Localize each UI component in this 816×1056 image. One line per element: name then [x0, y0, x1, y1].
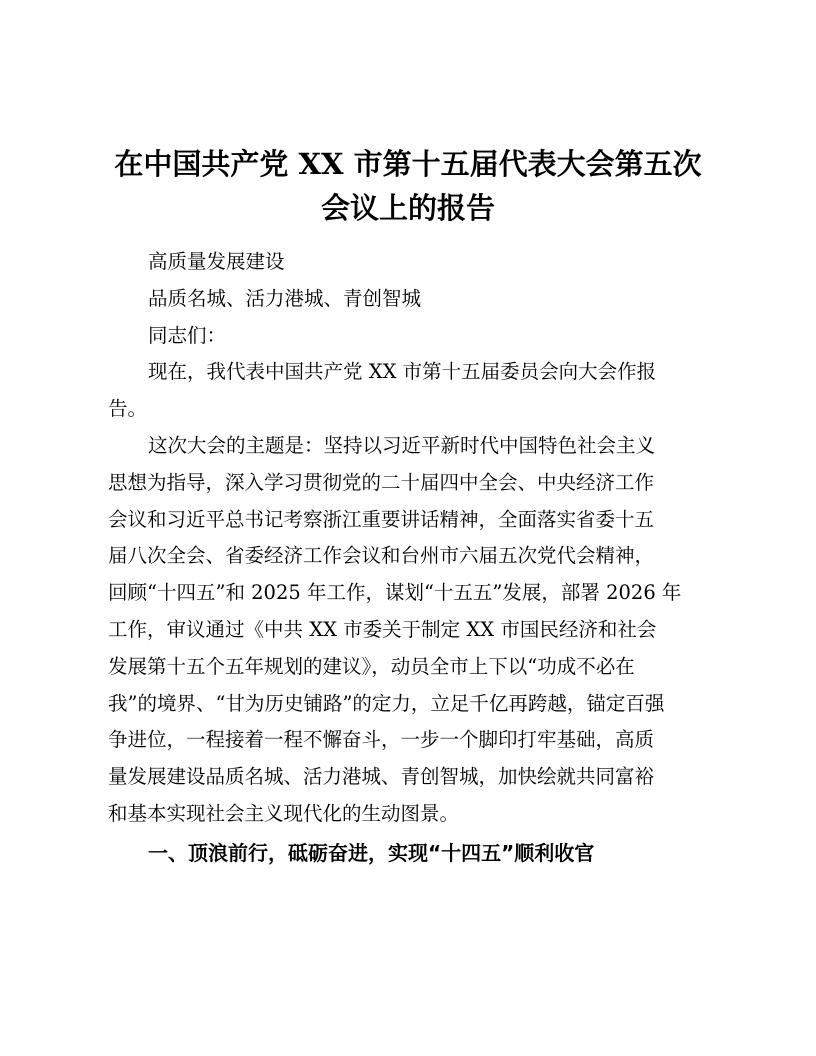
paragraph-line: 会议和习近平总书记考察浙江重要讲话精神，全面落实省委十五	[108, 507, 655, 531]
paragraph-line: 思想为指导，深入学习贯彻党的二十届四中全会、中央经济工作	[108, 470, 655, 494]
document-body	[108, 244, 718, 872]
section-heading: 一、顶浪前行，砥砺奋进，实现“十四五”顺利收官	[148, 840, 595, 865]
paragraph-line: 量发展建设品质名城、活力港城、青创智城，加快绘就共同富裕	[108, 765, 655, 789]
subtitle-line: 品质名城、活力港城、青创智城	[148, 286, 422, 310]
salutation: 同志们：	[148, 323, 227, 347]
title-line: 在中国共产党 XX 市第十五届代表大会第五次	[114, 147, 702, 181]
paragraph-line: 告。	[108, 397, 148, 421]
paragraph-line: 这次大会的主题是：坚持以习近平新时代中国特色社会主义	[148, 433, 656, 457]
title-line: 会议上的报告	[320, 191, 495, 225]
paragraph-line: 回顾“十四五”和 2025 年工作，谋划“十五五”发展，部署 2026 年	[108, 581, 682, 605]
paragraph-line: 届八次全会、省委经济工作会议和台州市六届五次党代会精神，	[108, 544, 655, 568]
paragraph-line: 工作，审议通过《中共 XX 市委关于制定 XX 市国民经济和社会	[108, 617, 657, 641]
paragraph-line: 发展第十五个五年规划的建议》，动员全市上下以“功成不必在	[108, 654, 635, 678]
paragraph-line: 我”的境界、“甘为历史铺路”的定力，立足千亿再跨越，锚定百强	[108, 691, 665, 715]
paragraph-line: 现在，我代表中国共产党 XX 市第十五届委员会向大会作报	[148, 360, 657, 384]
document-title	[100, 142, 716, 230]
paragraph-line: 和基本实现社会主义现代化的生动图景。	[108, 801, 460, 825]
subtitle-line: 高质量发展建设	[148, 250, 285, 273]
paragraph-line: 争进位，一程接着一程不懈奋斗，一步一个脚印打牢基础，高质	[108, 728, 655, 752]
